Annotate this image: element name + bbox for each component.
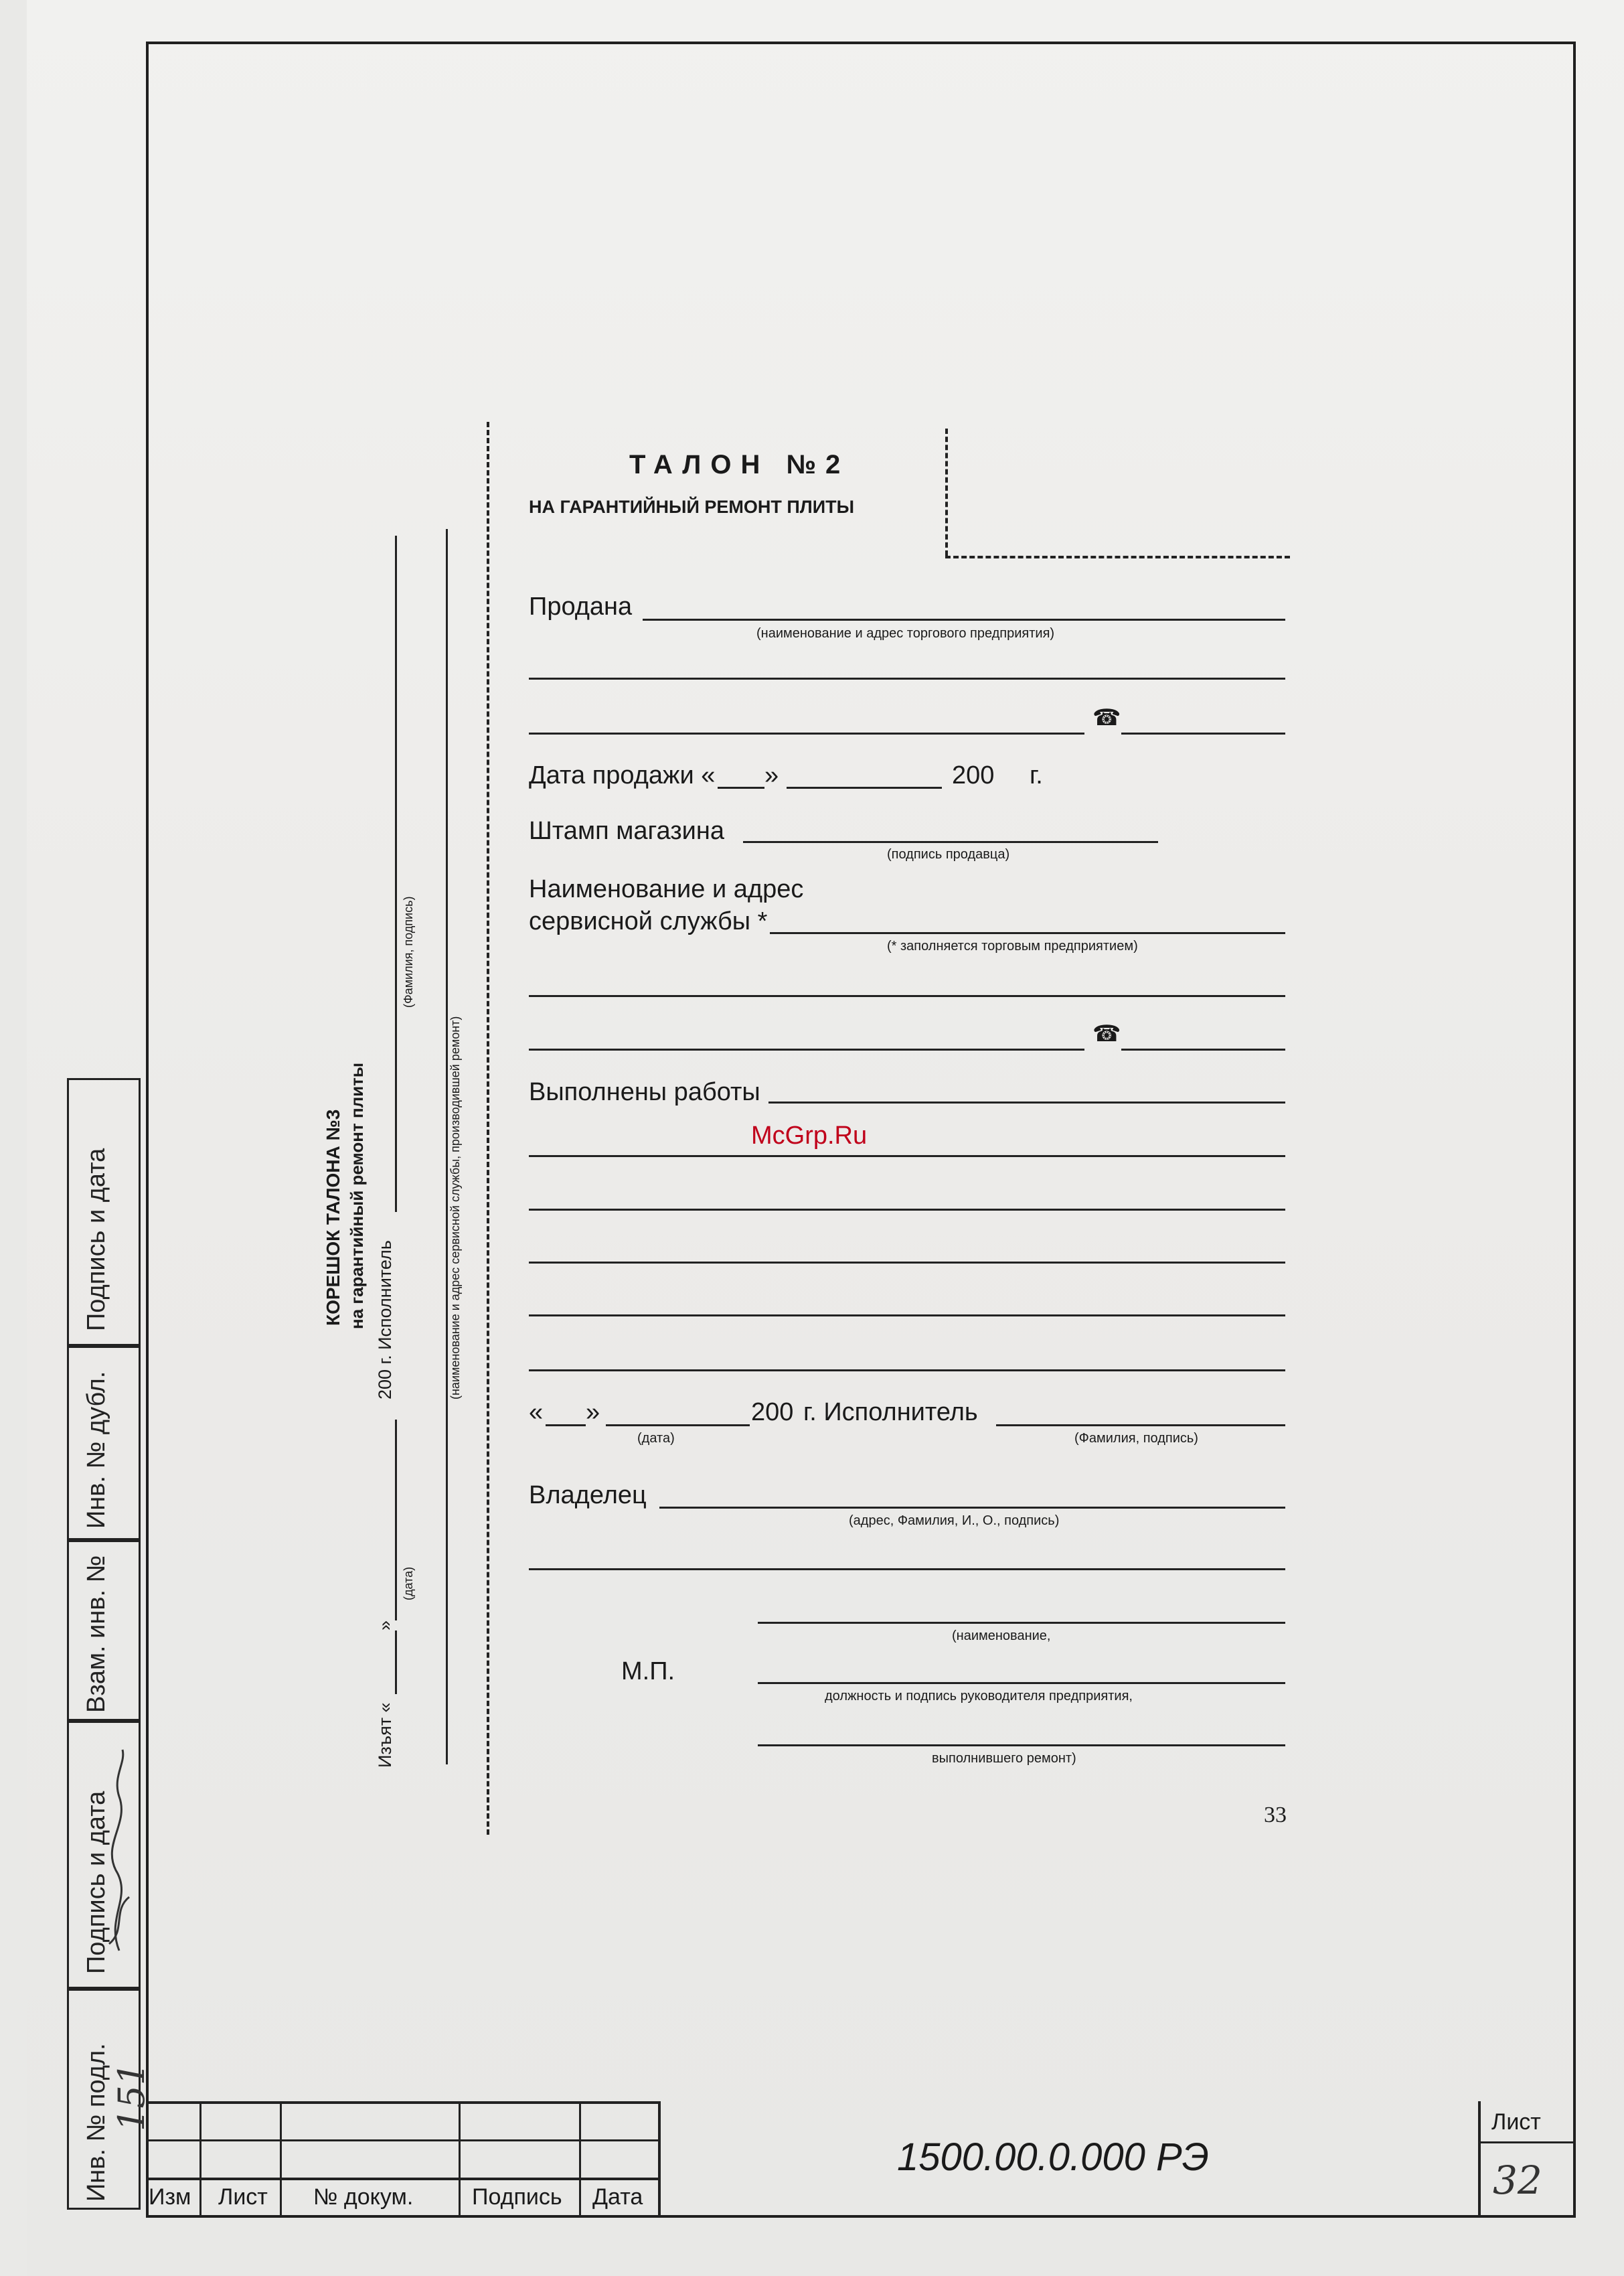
stub-month-blank: [395, 1420, 397, 1620]
tb-col-divider: [459, 2101, 461, 2216]
sold-line: [643, 619, 1285, 621]
watermark: McGrp.Ru: [751, 1122, 868, 1150]
stub-year-exec: 200 г. Исполнитель: [375, 1240, 395, 1399]
works-line-3: [529, 1209, 1285, 1211]
talon-page-number: 33: [1264, 1803, 1287, 1827]
stub-date-hint: (дата): [402, 1566, 415, 1600]
org-line-1: [758, 1622, 1285, 1624]
stamp-label: Штамп магазина: [529, 817, 724, 845]
corner-cut-vertical: [945, 429, 948, 556]
sale-month-line: [787, 787, 942, 789]
service-line: [770, 932, 1285, 934]
sold-phone-line: [1121, 733, 1285, 735]
exec-open: «: [529, 1398, 544, 1426]
service-label-2: сервисной службы *: [529, 907, 768, 935]
org-line-2: [758, 1682, 1285, 1684]
mp-label: М.П.: [621, 1657, 675, 1685]
works-line-5: [529, 1314, 1285, 1316]
owner-label: Владелец: [529, 1481, 647, 1509]
sale-date-close: »: [764, 761, 779, 789]
stamp-hint: (подпись продавца): [887, 847, 1010, 862]
sale-date-suffix: г.: [1030, 761, 1043, 789]
tb-col-sign: Подпись: [472, 2184, 562, 2210]
margin-cell-vzam-inv: [67, 1540, 141, 1721]
sold-hint: (наименование и адрес торгового предприятия): [756, 626, 1055, 641]
tb-sheet-number: 32: [1493, 2157, 1542, 2203]
tb-col-divider: [199, 2101, 201, 2216]
stub-subtitle: на гарантийный ремонт плиты: [347, 1062, 367, 1329]
exec-date-hint: (дата): [637, 1431, 675, 1446]
margin-label: Подпись и дата: [82, 1148, 110, 1331]
org-hint-2: должность и подпись руководителя предприятия,: [825, 1689, 1133, 1703]
works-line-2: [529, 1155, 1285, 1157]
stub-title: КОРЕШОК ТАЛОНА №3: [323, 1109, 343, 1326]
exec-close: »: [586, 1398, 600, 1426]
stub-seized-close: »: [375, 1620, 395, 1630]
tb-header-line: [146, 2178, 658, 2180]
works-line-1: [768, 1102, 1285, 1104]
margin-label: Инв. № подл.: [82, 2043, 110, 2202]
service-line-2: [529, 995, 1285, 997]
corner-cut-horizontal: [945, 556, 1290, 558]
margin-label: Инв. № дубл.: [82, 1371, 110, 1529]
tb-col-date: Дата: [592, 2184, 643, 2210]
exec-day-line: [546, 1424, 586, 1426]
works-line-6: [529, 1369, 1285, 1371]
works-label: Выполнены работы: [529, 1078, 760, 1106]
handwritten-inv-number: 151: [110, 2062, 153, 2131]
exec-sign-line: [996, 1424, 1285, 1426]
org-hint-3: выполнившего ремонт): [932, 1751, 1076, 1766]
stamp-line: [743, 841, 1158, 843]
stub-seized-label: Изъят «: [375, 1702, 395, 1768]
tb-sheet-line: [1478, 2141, 1576, 2143]
service-phone-line: [1121, 1049, 1285, 1051]
stub-sign-hint: (Фамилия, подпись): [402, 896, 415, 1008]
margin-cell-sign-date-2: [67, 1721, 141, 1989]
margin-cell-inv-dubl: [67, 1346, 141, 1540]
talon-subtitle: НА ГАРАНТИЙНЫЙ РЕМОНТ ПЛИТЫ: [529, 497, 855, 517]
owner-hint: (адрес, Фамилия, И., О., подпись): [849, 1513, 1060, 1528]
tb-col-list: Лист: [218, 2184, 268, 2210]
owner-line-2: [529, 1568, 1285, 1570]
works-line-4: [529, 1262, 1285, 1264]
margin-label: Подпись и дата: [82, 1791, 110, 1974]
sale-date-year: 200: [952, 761, 995, 789]
phone-icon: ☎: [1092, 1021, 1121, 1047]
tb-sheet-label: Лист: [1491, 2109, 1541, 2135]
service-hint: (* заполняется торговым предприятием): [887, 939, 1138, 954]
sold-line-2: [529, 678, 1285, 680]
tb-row-line: [146, 2139, 658, 2141]
doc-code: 1500.00.0.000 РЭ: [897, 2135, 1209, 2179]
margin-cell-sign-date-1: [67, 1078, 141, 1346]
stub-service-hint: (наименование и адрес сервисной службы, производившей ремонт): [449, 1016, 462, 1399]
margin-label: Взам. инв. №: [82, 1555, 110, 1713]
tb-col-divider: [579, 2101, 581, 2216]
talon-title: ТАЛОН №2: [629, 450, 850, 479]
tb-col-divider: [280, 2101, 282, 2216]
tb-sheet-divider: [1478, 2101, 1481, 2216]
exec-text: г. Исполнитель: [803, 1398, 978, 1426]
stub-service-line: [446, 529, 448, 1764]
sold-label: Продана: [529, 593, 633, 621]
tb-col-izm: Изм: [149, 2184, 191, 2210]
handwritten-signature: [99, 1743, 139, 1957]
margin-cell-inv-podl: [67, 1989, 153, 2210]
exec-sign-hint: (Фамилия, подпись): [1074, 1431, 1198, 1446]
tb-col-divider: [658, 2101, 661, 2216]
exec-year: 200: [751, 1398, 794, 1426]
org-hint-1: (наименование,: [952, 1628, 1051, 1643]
sale-day-line: [718, 787, 764, 789]
service-label-1: Наименование и адрес: [529, 875, 804, 903]
service-line-3: [529, 1049, 1084, 1051]
cut-line: [487, 422, 489, 1835]
sale-date-prefix: Дата продажи «: [529, 761, 716, 789]
stub-date-blank: [395, 1630, 397, 1694]
owner-line: [659, 1507, 1285, 1509]
tb-col-doc: № докум.: [313, 2184, 414, 2210]
stub-sign-line: [395, 536, 397, 1212]
sold-line-3: [529, 733, 1084, 735]
exec-month-line: [606, 1424, 750, 1426]
phone-icon: ☎: [1092, 705, 1121, 731]
org-line-3: [758, 1744, 1285, 1746]
tb-top-line: [146, 2101, 658, 2104]
